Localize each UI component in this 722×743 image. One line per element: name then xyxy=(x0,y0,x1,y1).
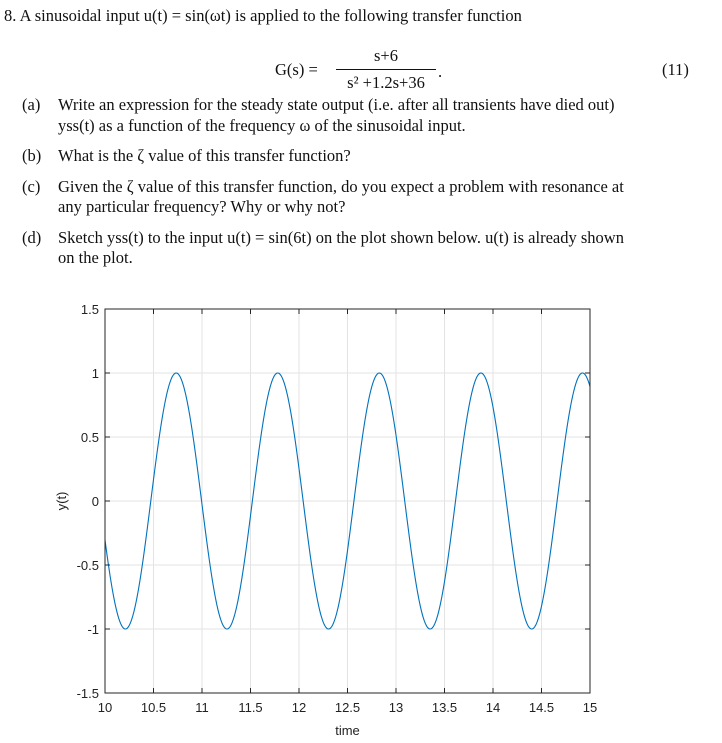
part-b-label: (b) xyxy=(22,146,42,165)
fraction-bar xyxy=(336,69,436,70)
equation-numerator: s+6 xyxy=(374,46,398,65)
equation-tail: . xyxy=(438,62,443,81)
y-tick-label: 0 xyxy=(91,494,99,509)
y-tick-label: -1 xyxy=(87,622,99,637)
y-axis-label: y(t) xyxy=(54,491,69,511)
x-tick-label: 10.5 xyxy=(140,700,167,715)
equation-denominator: s² +1.2s+36 xyxy=(347,73,425,92)
part-a-line2: yss(t) as a function of the frequency ω of the sinusoidal input. xyxy=(58,116,466,135)
equation-number: (11) xyxy=(662,60,689,79)
response-plot xyxy=(0,290,722,743)
part-c-line1: Given the ζ value of this transfer function, do you expect a problem with resonance at xyxy=(58,177,624,196)
part-d-line1: Sketch yss(t) to the input u(t) = sin(6t) on the plot shown below. u(t) is already shown xyxy=(58,228,624,247)
equation-lhs: G(s) = xyxy=(275,60,318,79)
problem-intro: 8. A sinusoidal input u(t) = sin(ωt) is applied to the following transfer function xyxy=(4,6,522,25)
part-a-line1: Write an expression for the steady state output (i.e. after all transients have died out) xyxy=(58,95,615,114)
x-tick-label: 14 xyxy=(485,700,501,715)
x-tick-label: 11 xyxy=(195,700,209,715)
part-b-line1: What is the ζ value of this transfer function? xyxy=(58,146,351,165)
y-tick-label: 1.5 xyxy=(80,302,99,317)
x-tick-label: 12 xyxy=(291,700,307,715)
x-tick-label: 14.5 xyxy=(528,700,555,715)
x-tick-label: 13.5 xyxy=(431,700,458,715)
y-tick-label: 1 xyxy=(91,366,99,381)
x-tick-labels xyxy=(98,700,597,715)
part-c-label: (c) xyxy=(22,177,41,196)
x-tick-label: 11.5 xyxy=(238,700,263,715)
y-tick-label: -0.5 xyxy=(76,558,99,573)
equation-fraction xyxy=(336,46,436,94)
x-tick-label: 15 xyxy=(582,700,598,715)
part-d-label: (d) xyxy=(22,228,42,247)
part-a-label: (a) xyxy=(22,95,41,114)
part-c-line2: any particular frequency? Why or why not? xyxy=(58,197,346,216)
part-d-line2: on the plot. xyxy=(58,248,133,267)
x-tick-label: 12.5 xyxy=(334,700,361,715)
y-tick-label: 0.5 xyxy=(80,430,99,445)
x-axis-label: time xyxy=(335,723,360,738)
x-tick-label: 13 xyxy=(388,700,404,715)
plot-grid xyxy=(105,309,590,693)
x-tick-label: 10 xyxy=(97,700,113,715)
y-tick-label: -1.5 xyxy=(76,686,99,701)
y-tick-labels xyxy=(77,302,99,701)
